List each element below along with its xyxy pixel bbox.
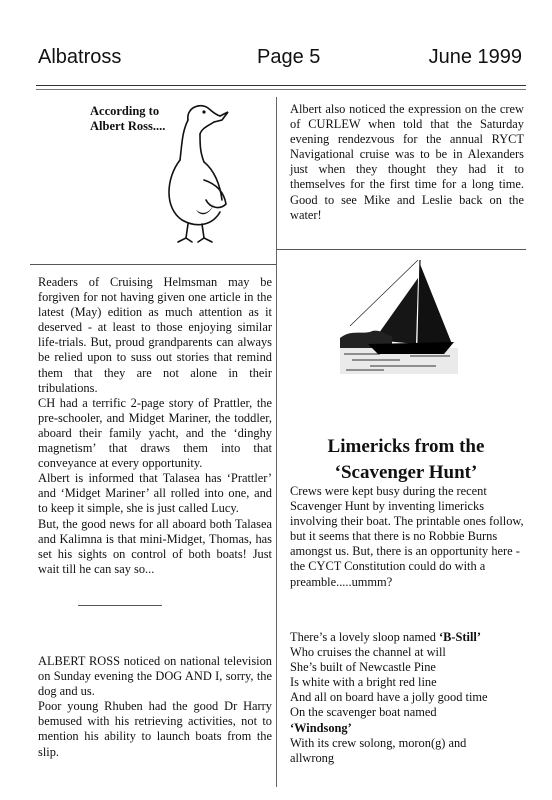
column-divider [276, 97, 277, 787]
poem-line: allwrong [290, 750, 335, 765]
poem-line: With its crew solong, moron(g) and [290, 735, 467, 750]
paragraph: Readers of Cruising Helmsman may be forgiven for not having given one article in the latest (May) edition as much attention as it deserved - at least to those enjoying similar life-trials. But, proud grandparents can always be relied upon to suss out stories that remind them that they are not alone in their tribulations. [38, 275, 272, 395]
limericks-heading-line2: ‘Scavenger Hunt’ [334, 462, 478, 483]
paragraph: Crews were kept busy during the recent Scavenger Hunt by inventing limericks involving their boat. The printable ones follow, but it seems that there is no Robbie Burns amongst us. But, there is an opportunity here - the CYCT Constitution could do with a preamble.....ummm? [290, 484, 524, 589]
header-rule-thin [36, 89, 526, 90]
poem-line: On the scavenger boat named [290, 705, 437, 720]
limericks-heading-line1: Limericks from the [327, 436, 485, 457]
poem-line: She’s built of Newcastle Pine [290, 660, 436, 675]
page-header [38, 46, 522, 74]
according-line2: Albert Ross.... [90, 119, 166, 133]
issue-date: June 1999 [428, 46, 522, 68]
paragraph: Albert is informed that Talasea has ‘Prattler’ and ‘Midget Mariner’ all rolled into one, and to keep it simple, she is just called Lucy. [38, 471, 272, 516]
section-rule-right [276, 249, 526, 250]
paragraph: Albert also noticed the expression on the crew of CURLEW when told that the Saturday evening rendezvous for the annual RYCT Navigational cruise was to be in Alexanders just when they thought they had it to themselves for the first time for a long time. Good to see Mike and Leslie back on the water! [290, 102, 524, 222]
poem-line: Is white with a bright red line [290, 675, 437, 690]
page-number: Page 5 [257, 46, 321, 68]
poem-line [290, 630, 526, 645]
poem-text: There’s a lovely sloop named [290, 630, 439, 644]
section-rule-left [30, 264, 276, 265]
paragraph: But, the good news for all aboard both Talasea and Kalimna is that mini-Midget, Thomas, has set his sights on control of both boats! Just wait till he can say so... [38, 516, 272, 576]
ross-article [38, 654, 272, 760]
poem-line: ‘Windsong’ [290, 720, 352, 735]
poem-line: And all on board have a jolly good time [290, 690, 488, 705]
helmsman-article [38, 275, 272, 577]
limerick-poem [290, 630, 526, 766]
boat-name: ‘B-Still’ [439, 630, 481, 644]
sailboat-image [340, 256, 458, 374]
paragraph: CH had a terrific 2-page story of Prattler, the pre-schooler, and Midget Mariner, the toddler, aboard their family yacht, and the ‘dinghy magnetism’ that draws them into that conveyance at every opportunity. [38, 395, 272, 471]
poem-line: Who cruises the channel at will [290, 645, 446, 660]
according-line1: According to [90, 104, 160, 118]
scavenger-intro [290, 484, 526, 590]
paragraph: ALBERT ROSS noticed on national television on Sunday evening the DOG AND I, sorry, the dog and us. [38, 654, 272, 699]
curlew-article [290, 102, 524, 223]
header-rule [36, 85, 526, 86]
albatross-illustration [148, 100, 243, 250]
limericks-heading [290, 434, 522, 486]
article-separator [78, 605, 162, 606]
paragraph: Poor young Rhuben had the good Dr Harry bemused with his retrieving activities, not to mention his ability to launch boats from the slip. [38, 699, 272, 759]
publication-title: Albatross [38, 46, 122, 68]
